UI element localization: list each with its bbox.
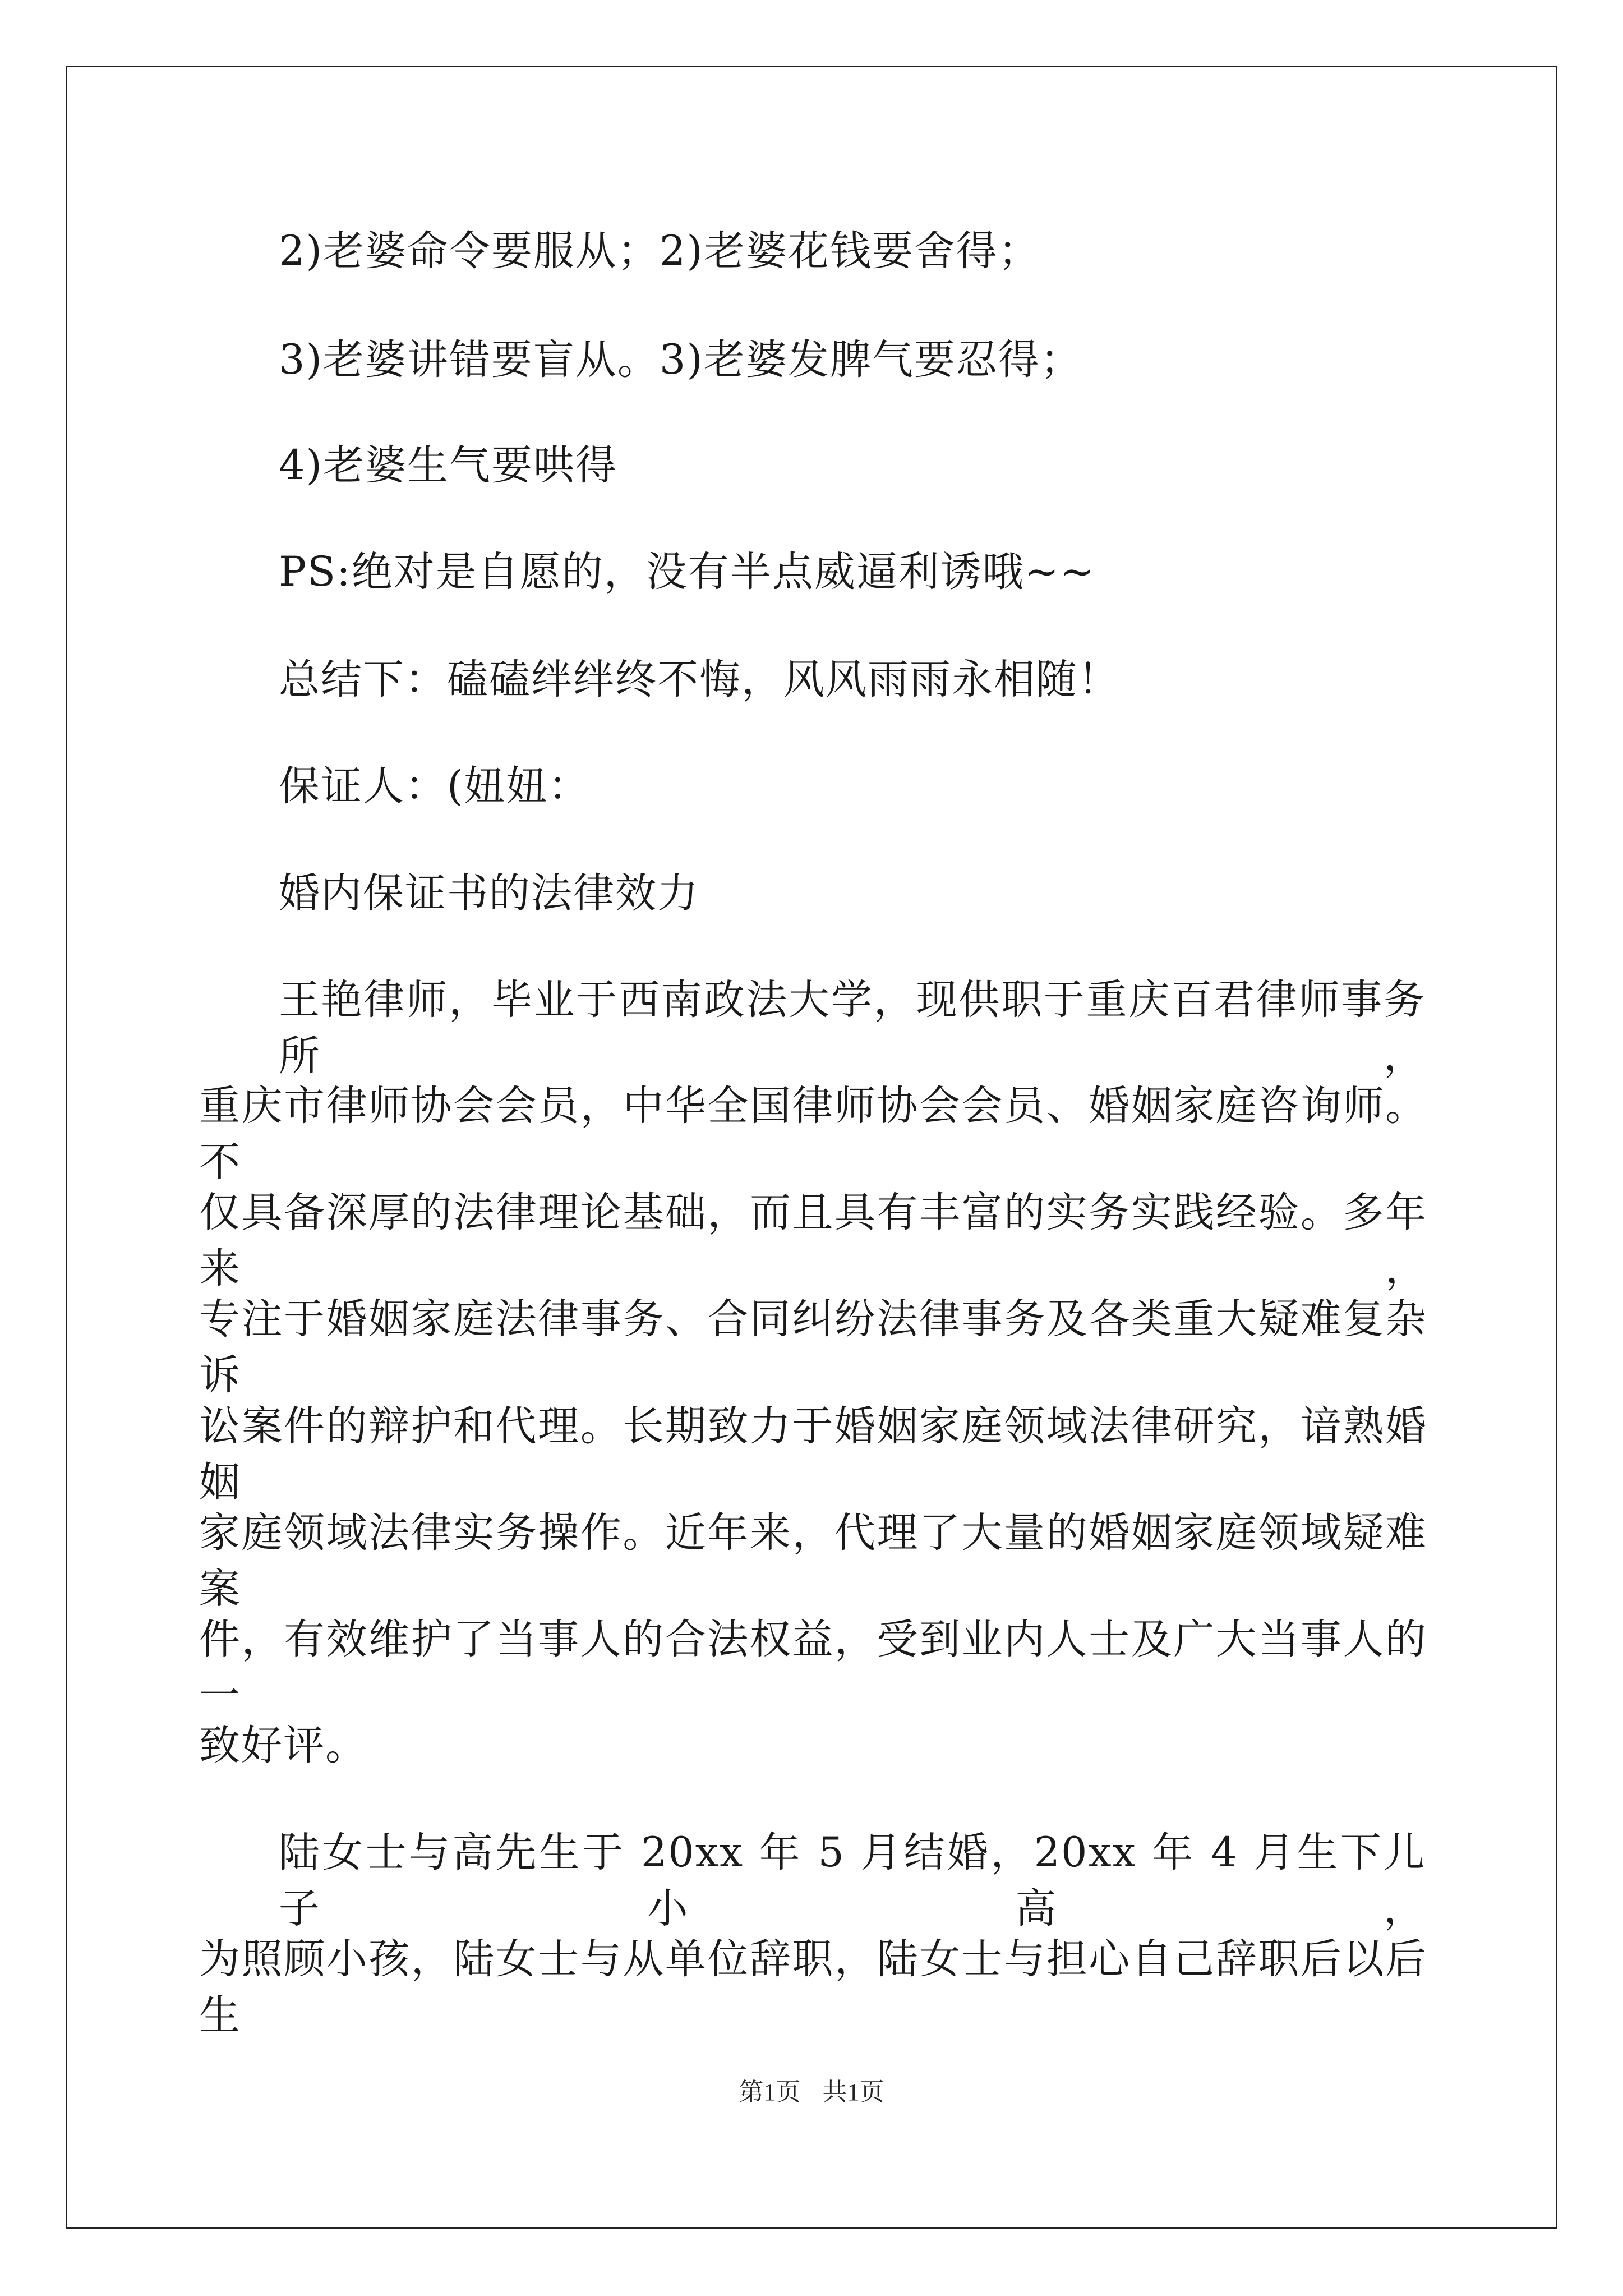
lawyer-paragraph-line-2: 重庆市律师协会会员，中华全国律师协会会员、婚姻家庭咨询师。不 bbox=[199, 1082, 1427, 1186]
text-line-guarantor: 保证人：(妞妞： bbox=[279, 762, 591, 810]
lawyer-paragraph-line-1: 王艳律师，毕业于西南政法大学，现供职于重庆百君律师事务所， bbox=[279, 976, 1426, 1080]
text-line-1: 2)老婆命令要服从；2)老婆花钱要舍得； bbox=[279, 227, 1040, 275]
case-paragraph-line-2: 为照顾小孩，陆女士与从单位辞职，陆女士与担心自己辞职后以后生 bbox=[199, 1935, 1427, 2039]
page-number-total: 共1页 bbox=[822, 2078, 884, 2106]
lawyer-paragraph-line-8: 致好评。 bbox=[199, 1722, 367, 1769]
text-line-3: 4)老婆生气要哄得 bbox=[279, 441, 617, 489]
page-number-current: 第1页 bbox=[739, 2078, 801, 2106]
lawyer-paragraph-line-5: 讼案件的辩护和代理。长期致力于婚姻家庭领域法律研究，谙熟婚姻 bbox=[199, 1402, 1427, 1506]
lawyer-paragraph-line-4: 专注于婚姻家庭法律事务、合同纠纷法律事务及各类重大疑难复杂诉 bbox=[199, 1295, 1427, 1399]
lawyer-paragraph-line-3: 仅具备深厚的法律理论基础，而且具有丰富的实务实践经验。多年来， bbox=[199, 1189, 1427, 1292]
text-line-2: 3)老婆讲错要盲从。3)老婆发脾气要忍得； bbox=[279, 336, 1082, 384]
lawyer-paragraph-line-6: 家庭领域法律实务操作。近年来，代理了大量的婚姻家庭领域疑难案 bbox=[199, 1509, 1427, 1613]
case-paragraph-line-1: 陆女士与高先生于 20xx 年 5 月结婚，20xx 年 4 月生下儿子小高， bbox=[279, 1829, 1426, 1932]
section-heading: 婚内保证书的法律效力 bbox=[279, 869, 699, 917]
text-line-ps: PS:绝对是自愿的，没有半点威逼利诱哦~~ bbox=[279, 548, 1096, 596]
lawyer-paragraph-line-7: 件，有效维护了当事人的合法权益，受到业内人士及广大当事人的一 bbox=[199, 1616, 1427, 1719]
text-line-summary: 总结下：磕磕绊绊终不悔，风风雨雨永相随！ bbox=[279, 656, 1120, 703]
page-footer bbox=[0, 2076, 1623, 2109]
